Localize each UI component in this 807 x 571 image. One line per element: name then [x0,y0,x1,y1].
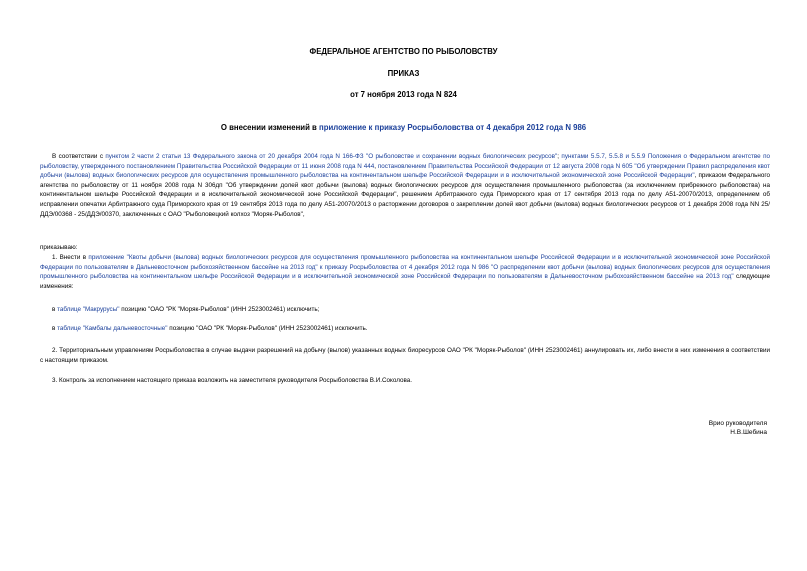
p5-text-2: позицию "ОАО "РК "Моряк-Рыболов" (ИНН 2523002461) исключить. [167,325,368,332]
p1-link-decree[interactable]: постановлением Правительства Российской Федерации от 12 августа 2008 года N 605 "Об утверждении Правил распределения квот добычи (вылова) водных биологических ресурсов для осуществления промышленного рыболовства на континентальном шельфе Российской Федерации и в исключительной экономической зоне Российской Федерации" [40,162,770,180]
p5-link-table[interactable]: таблице "Камбалы дальневосточные" [57,325,168,332]
p1-text-2: ; [557,153,562,160]
p5-text-1: в [52,325,58,332]
p4-text-1: в [52,306,58,313]
signature-position: Врио руководителя [708,420,767,427]
p4-link-table[interactable]: таблице "Макрурусы" [57,306,120,313]
paragraph-item-1 [40,253,770,291]
p1-text-1: В соответствии с [52,153,106,160]
p3-text-1: 1. Внести в [52,254,89,261]
p3-text-2: следующие изменения: [40,273,770,290]
paragraph-item-2: 2. Территориальным управлениям Росрыболовства в случае выдачи разрешений на добычу (вылов) указанных водных биоресурсов ОАО "РК "Моряк-Рыболов" (ИНН 2523002461) аннулировать их, либо внести в них изменения в соответствии с настоящим приказом. [40,347,770,364]
paragraph-preamble [40,152,770,219]
paragraph-table-macrurus [40,305,770,315]
p1-text-4: , приказом Федерального агентства по рыболовству от 11 ноября 2008 года N 306дп "Об утверждении долей квот добычи (вылова) водных биологических ресурсов для осуществления промышленного рыболовства (за исключением прибрежного рыболовства) на континентальном шельфе Российской Федерации и в исключительной экономической зоне Российской Федерации", решением Арбитражного суда Приморского края от 17 сентября 2013 года по делу А51-20070/2013, определением об исправлении опечатки Арбитражного суда Приморского края от 19 сентября 2013 года по делу А51-20070/2013 о расторжении договоров о закреплении долей квот добычи (вылова) водных биологических ресурсов от 1 декабря 2008 года NN 25/ДДЭ/00368 - 25/ДДЭ/00370, заключенных с ОАО "Рыболовецкий колхоз "Моряк-Рыболов", [40,172,770,218]
p1-text-3: , [374,162,378,170]
title-prefix: О внесении изменений в [220,123,320,132]
paragraph-order-word: приказываю: [40,244,78,251]
paragraph-item-3: 3. Контроль за исполнением настоящего приказа возложить на заместителя руководителя Росрыболовства В.И.Соколова. [52,377,413,384]
doc-date-number: от 7 ноября 2013 года N 824 [350,90,457,99]
doc-type: ПРИКАЗ [387,69,420,78]
agency-name: ФЕДЕРАЛЬНОЕ АГЕНТСТВО ПО РЫБОЛОВСТВУ [309,47,498,56]
title-link[interactable]: приложение к приказу Росрыболовства от 4 декабря 2012 года N 986 [319,123,587,132]
p3-link-appendix[interactable]: приложение "Квоты добычи (вылова) водных биологических ресурсов для осуществления промышленного рыболовства на континентальном шельфе Российской Федерации и в исключительной экономической зоне Российской Федерации по пользователям в Дальневосточном рыбохозяйственном бассейне на 2013 год" к приказу Росрыболовства от 4 декабря 2012 года N 986 "О распределении квот добычи (вылова) водных биологических ресурсов для осуществления промышленного рыболовства на континентальном шельфе Российской Федерации и в исключительной экономической зоне Российской Федерации по пользователям в Дальневосточном рыбохозяйственном бассейне на 2013 год" [40,254,770,281]
p1-link-regulation[interactable]: пунктами 5.5.7, 5.5.8 и 5.5.9 Положения о Федеральном агентстве по рыболовству, утвержденного постановлением Правительства Российской Федерации от 11 июня 2008 года N 444 [40,153,771,170]
p1-link-law[interactable]: пунктом 2 части 2 статьи 13 Федерального закона от 20 декабря 2004 года N 166-ФЗ "О рыболовстве и сохранении водных биологических ресурсов" [105,153,558,160]
doc-title [0,123,807,133]
p4-text-2: позицию "ОАО "РК "Моряк-Рыболов" (ИНН 2523002461) исключить; [119,306,320,313]
paragraph-table-flounder [40,324,770,334]
signature-name: Н.В.Шебина [730,429,767,436]
